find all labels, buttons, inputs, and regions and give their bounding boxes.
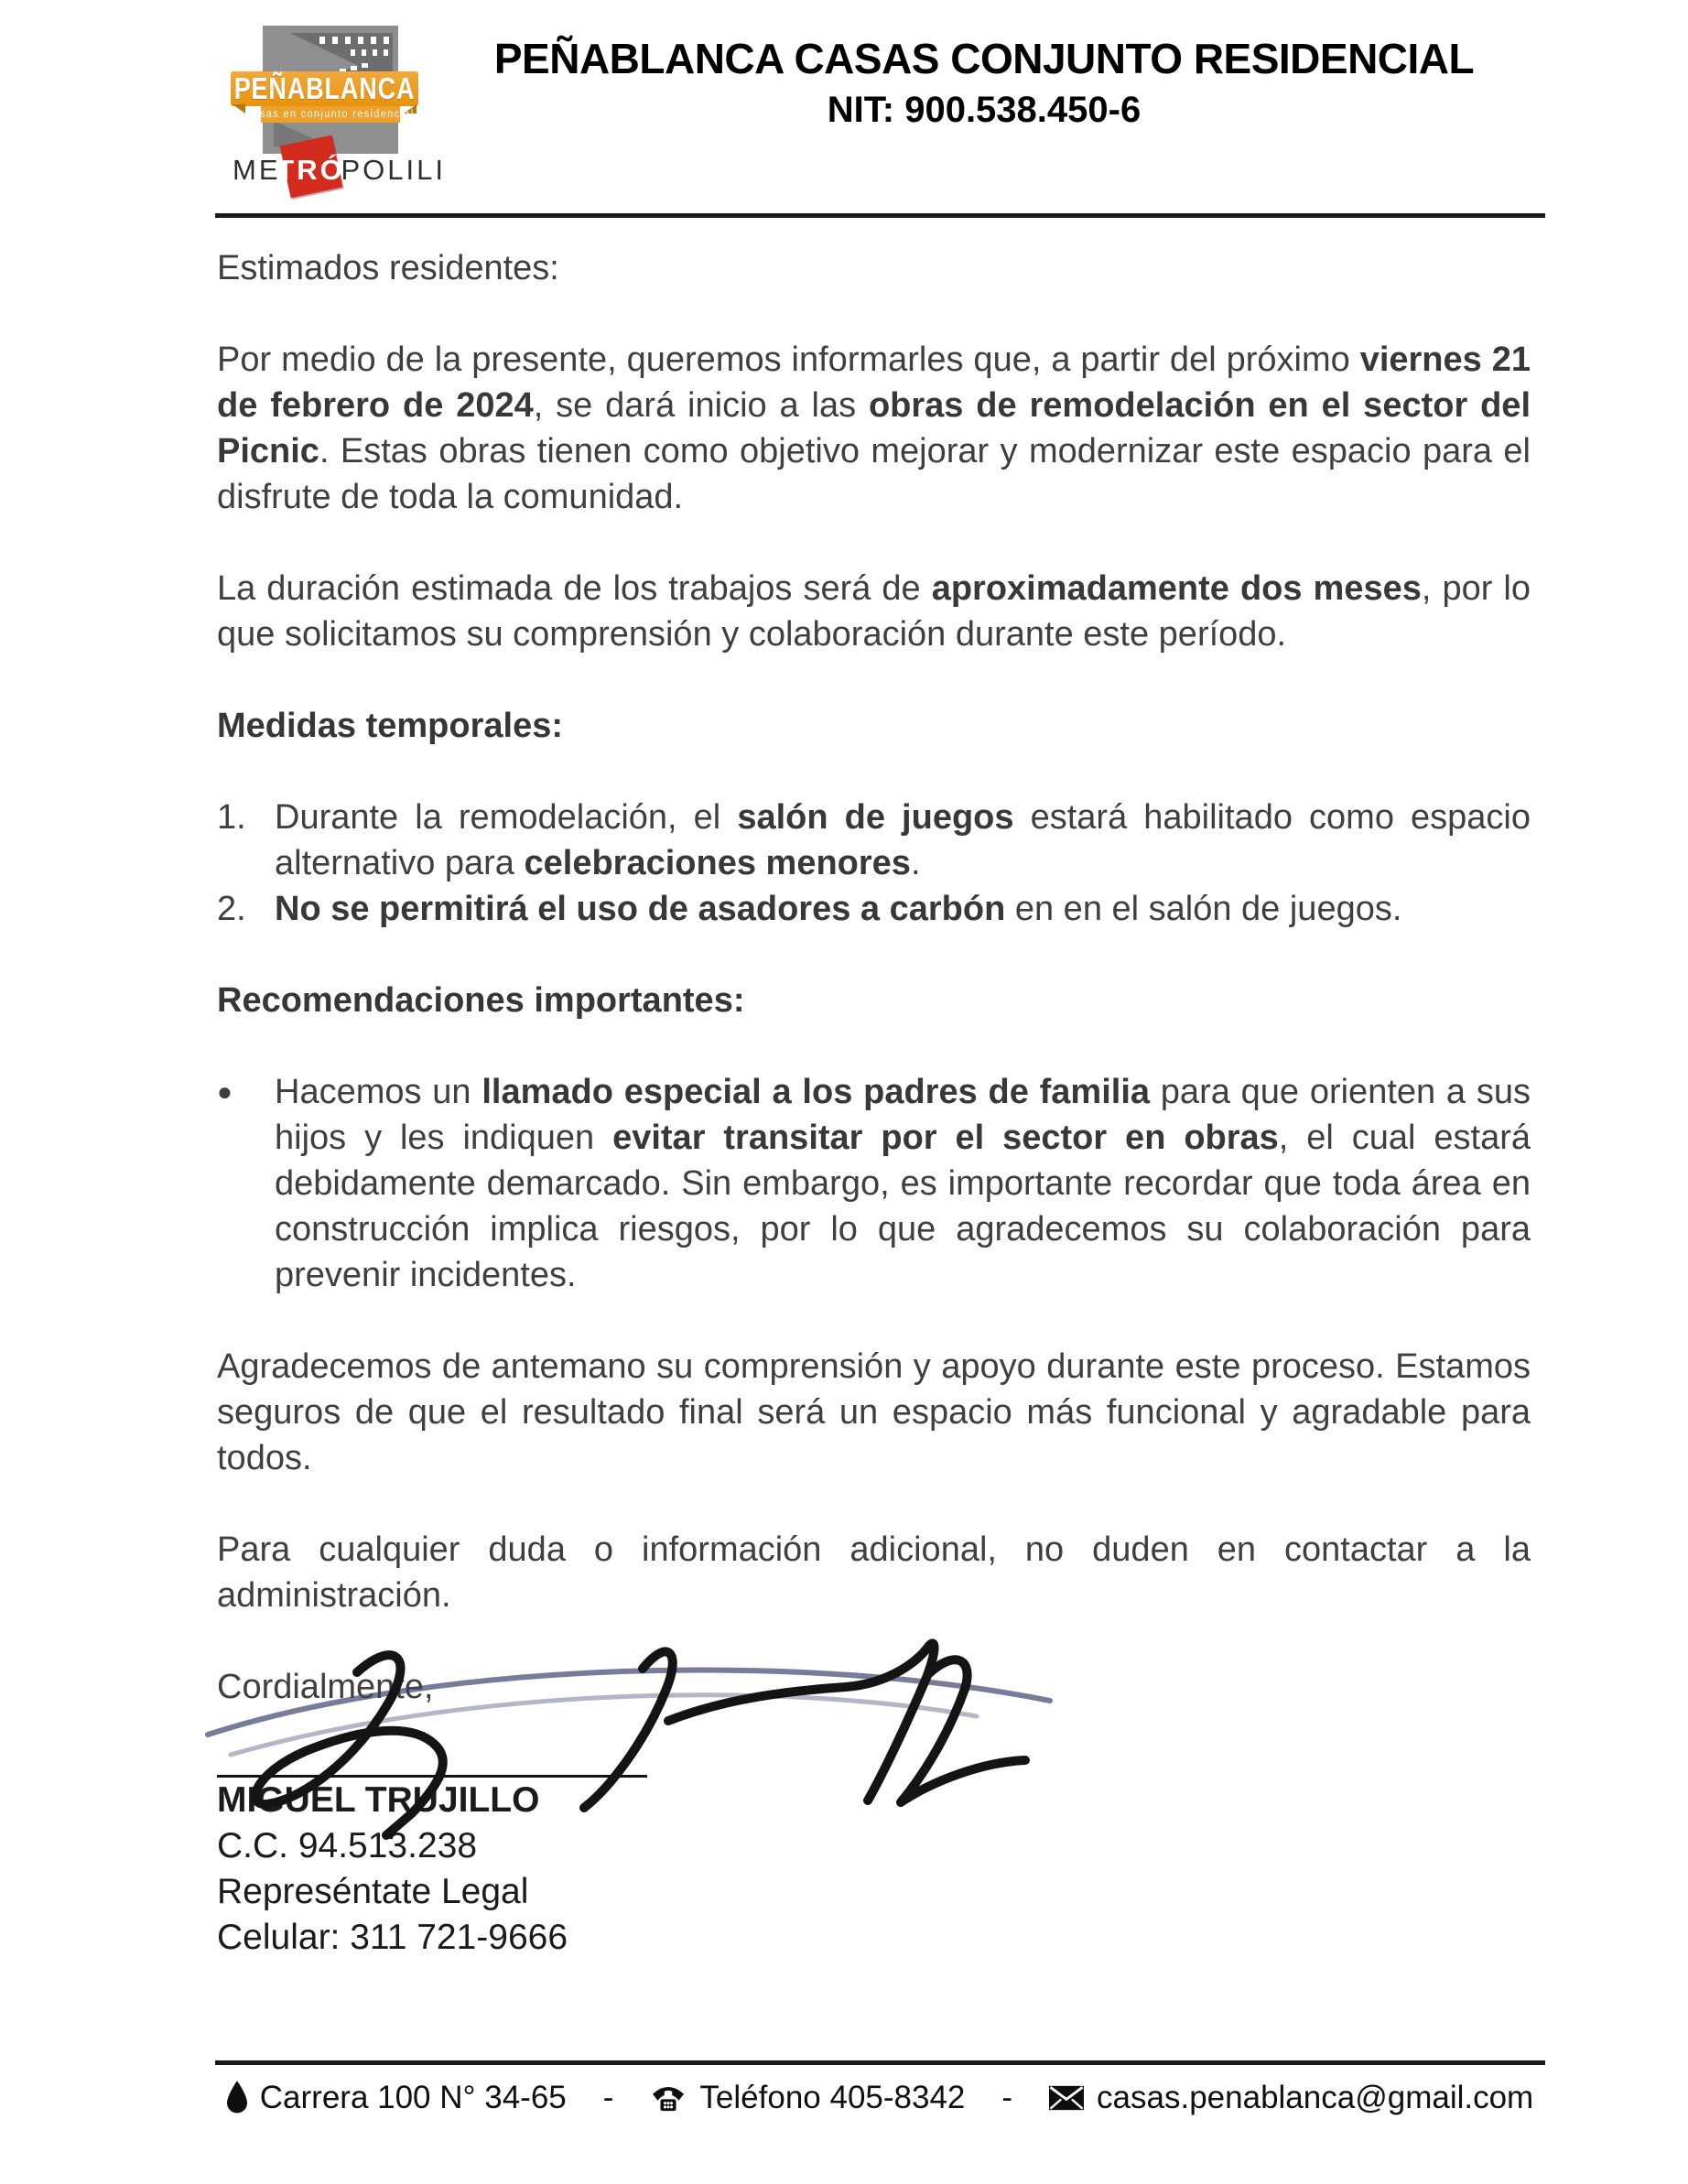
org-nit: NIT: 900.538.450-6 [827, 90, 1142, 130]
text-run: Para cualquier duda o información adicional, no duden en contactar a la administración. [217, 1530, 1531, 1615]
org-title-block [430, 35, 1538, 131]
bullet-list [217, 1069, 1531, 1298]
bold-text-run: salón de juegos [737, 798, 1014, 837]
footer-separator: - [1001, 2080, 1013, 2115]
signer-phone: Celular: 311 721-9666 [217, 1918, 568, 1957]
list-number: 1. [217, 798, 246, 837]
footer-separator: - [602, 2080, 614, 2115]
envelope-icon [1049, 2085, 1084, 2111]
signer-role: Represéntate Legal [217, 1872, 529, 1911]
paragraph-thanks [217, 1344, 1531, 1481]
signer-name: MIGUEL TRUJILLO [217, 1780, 540, 1820]
paragraph-duration [217, 566, 1531, 657]
text-run: Agradecemos de antemano su comprensión y apoyo durante este proceso. Estamos seguros de que el resultado final será un espacio más funcional y agradable para todos. [217, 1347, 1531, 1477]
signature-area [217, 1710, 1531, 1778]
text-run: . [910, 844, 921, 882]
brand-red-square [276, 148, 345, 192]
list-item-text [275, 886, 1531, 932]
closing: Cordialmente, [217, 1668, 434, 1706]
bullet-item-text [275, 1069, 1531, 1298]
text-run: Estimados residentes: [217, 249, 559, 287]
footer-email: casas.penablanca@gmail.com [1097, 2080, 1534, 2115]
bullet-item [217, 1069, 1531, 1298]
text-run: en en el salón de juegos. [1005, 890, 1402, 928]
bold-text-run: aproximadamente dos meses [931, 569, 1422, 608]
bold-text-run: llamado especial a los padres de familia [482, 1073, 1151, 1111]
brand-text-mid: TRÓ [276, 154, 345, 186]
list-item-text [275, 795, 1531, 886]
header-divider [215, 213, 1545, 218]
text-run: La duración estimada de los trabajos será de [217, 569, 932, 608]
text-run: , el cual estará debidamente demarcado. Sin embargo, es importante recordar que toda área en construcción implica riesgos, por lo que agradecemos su colaboración para prevenir incidentes. [275, 1119, 1531, 1294]
bold-text-run: celebraciones menores [524, 844, 911, 882]
text-run: Por medio de la presente, queremos informarles que, a partir del próximo [217, 341, 1360, 379]
footer-contact-line [215, 2080, 1545, 2116]
text-run: Hacemos un [275, 1073, 482, 1111]
logo-brand [233, 148, 446, 192]
droplet-icon [227, 2081, 247, 2115]
footer-address: Carrera 100 N° 34-65 [259, 2080, 567, 2115]
org-title: PEÑABLANCA CASAS CONJUNTO RESIDENCIAL [493, 35, 1475, 82]
letter-footer [215, 2060, 1545, 2116]
text-run: , por lo que solicitamos su comprensión y colaboración durante este período. [217, 569, 1531, 654]
text-run: para que orienten a sus hijos y les indiquen [275, 1073, 1531, 1157]
bold-text-run: viernes 21 de febrero de 2024 [217, 341, 1531, 425]
text-run: . Estas obras tienen como objetivo mejorar y modernizar este espacio para el disfrute de toda la comunidad. [217, 432, 1531, 516]
handwritten-signature-icon [167, 1632, 1109, 1838]
list-item [217, 886, 1531, 932]
list-item [217, 795, 1531, 886]
phone-icon [650, 2082, 687, 2114]
footer-phone: Teléfono 405-8342 [699, 2080, 966, 2115]
logo-tagline-text: casas en conjunto residencial [246, 109, 415, 120]
signer-id: C.C. 94.513.238 [217, 1826, 478, 1865]
list-number: 2. [217, 890, 246, 928]
brand-text-pre: ME [233, 154, 281, 186]
heading-recomendaciones: Recomendaciones importantes: [217, 981, 745, 1020]
bold-text-run: No se permitirá el uso de asadores a carbón [275, 890, 1006, 928]
logo-ribbon [231, 71, 418, 106]
heading-medidas: Medidas temporales: [217, 707, 563, 745]
logo-banner-text: PEÑABLANCA [233, 71, 416, 105]
bold-text-run: evitar transitar por el sector en obras [612, 1119, 1279, 1157]
salutation [217, 245, 1531, 291]
bullet-icon: ● [217, 1077, 233, 1106]
text-run: , se dará inicio a las [533, 386, 869, 425]
logo-tagline [246, 106, 415, 123]
letter-body [217, 245, 1531, 1961]
text-run: estará habilitado como espacio alternativo para [275, 798, 1531, 882]
numbered-list [217, 795, 1531, 932]
bold-text-run: obras de remodelación en el sector del Picnic [217, 386, 1531, 470]
brand-text-post: POLILI [341, 154, 446, 186]
paragraph-contact [217, 1527, 1531, 1618]
text-run: Durante la remodelación, el [275, 798, 738, 837]
paragraph-intro [217, 337, 1531, 520]
penablanca-logo [231, 22, 446, 187]
